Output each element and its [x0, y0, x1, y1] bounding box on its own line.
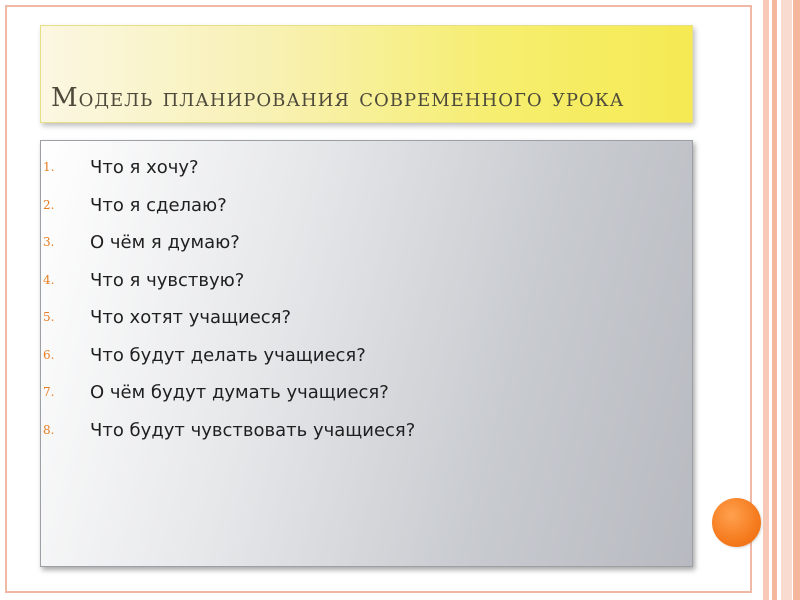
- list-item: [41, 149, 692, 187]
- list-item: [41, 412, 692, 450]
- list-item-text: Что я сделаю?: [90, 194, 227, 216]
- list-item-text: Что будут делать учащиеся?: [90, 344, 366, 366]
- list-item-text: О чём я думаю?: [90, 232, 240, 253]
- list-number: 6.: [43, 347, 55, 362]
- list-item: [41, 224, 692, 262]
- list-number: 3.: [43, 235, 55, 249]
- list-number: 7.: [43, 385, 55, 399]
- decorative-stripe: [772, 0, 777, 600]
- list-item-text: Что я хочу?: [90, 157, 199, 178]
- list-item-text: Что я чувствую?: [90, 269, 245, 291]
- list-number: 1.: [43, 160, 55, 174]
- orange-circle-decoration: [712, 498, 761, 547]
- list-item-text: Что будут чувствовать учащиеся?: [90, 419, 416, 441]
- list-item: [41, 299, 692, 337]
- list-item-text: Что хотят учащиеся?: [90, 307, 292, 328]
- list-item: [41, 262, 692, 300]
- question-list: [41, 149, 692, 449]
- content-panel: [40, 140, 693, 567]
- list-item: [41, 187, 692, 225]
- list-number: 5.: [43, 310, 55, 324]
- slide-title: Модель планирования современного урока: [51, 83, 625, 113]
- decorative-stripe: [781, 0, 792, 600]
- list-number: 2.: [43, 197, 55, 212]
- title-bar: [40, 25, 693, 123]
- decorative-stripe: [763, 0, 769, 600]
- list-item-text: О чём будут думать учащиеся?: [90, 382, 389, 403]
- list-item: [41, 374, 692, 412]
- list-number: 8.: [43, 422, 55, 437]
- decorative-stripe: [793, 0, 800, 600]
- list-item: [41, 337, 692, 375]
- list-number: 4.: [43, 272, 55, 287]
